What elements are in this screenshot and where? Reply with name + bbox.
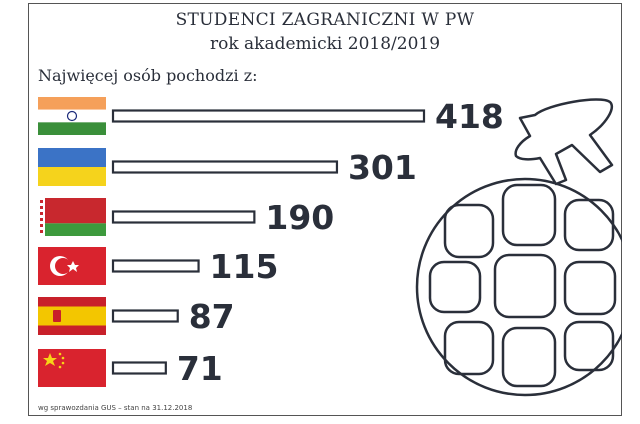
turkey-flag [38, 247, 106, 285]
footnote: wg sprawozdania GUS – stan na 31.12.2018 [38, 404, 193, 412]
belarus-flag [38, 198, 106, 236]
bar-spain [113, 311, 178, 322]
bar-ukraine [113, 162, 337, 173]
china-flag [38, 349, 106, 387]
value-label-spain: 87 [188, 297, 235, 336]
bar-belarus [113, 212, 254, 223]
chart-title: STUDENCI ZAGRANICZNI W PW [175, 10, 475, 30]
globe-icon [417, 179, 633, 395]
value-label-belarus: 190 [265, 198, 335, 237]
india-flag [38, 97, 106, 135]
chart-caption: Najwięcej osób pochodzi z: [38, 66, 258, 85]
bar-turkey [113, 261, 199, 272]
value-label-turkey: 115 [209, 247, 279, 286]
bar-india [113, 111, 424, 122]
ukraine-flag [38, 148, 106, 186]
value-label-india: 418 [435, 97, 504, 136]
value-label-china: 71 [176, 349, 223, 388]
value-label-ukraine: 301 [347, 148, 417, 187]
spain-flag [38, 297, 106, 335]
chart-subtitle: rok akademicki 2018/2019 [209, 34, 441, 54]
bar-china [113, 363, 166, 374]
airplane-icon [516, 100, 612, 184]
